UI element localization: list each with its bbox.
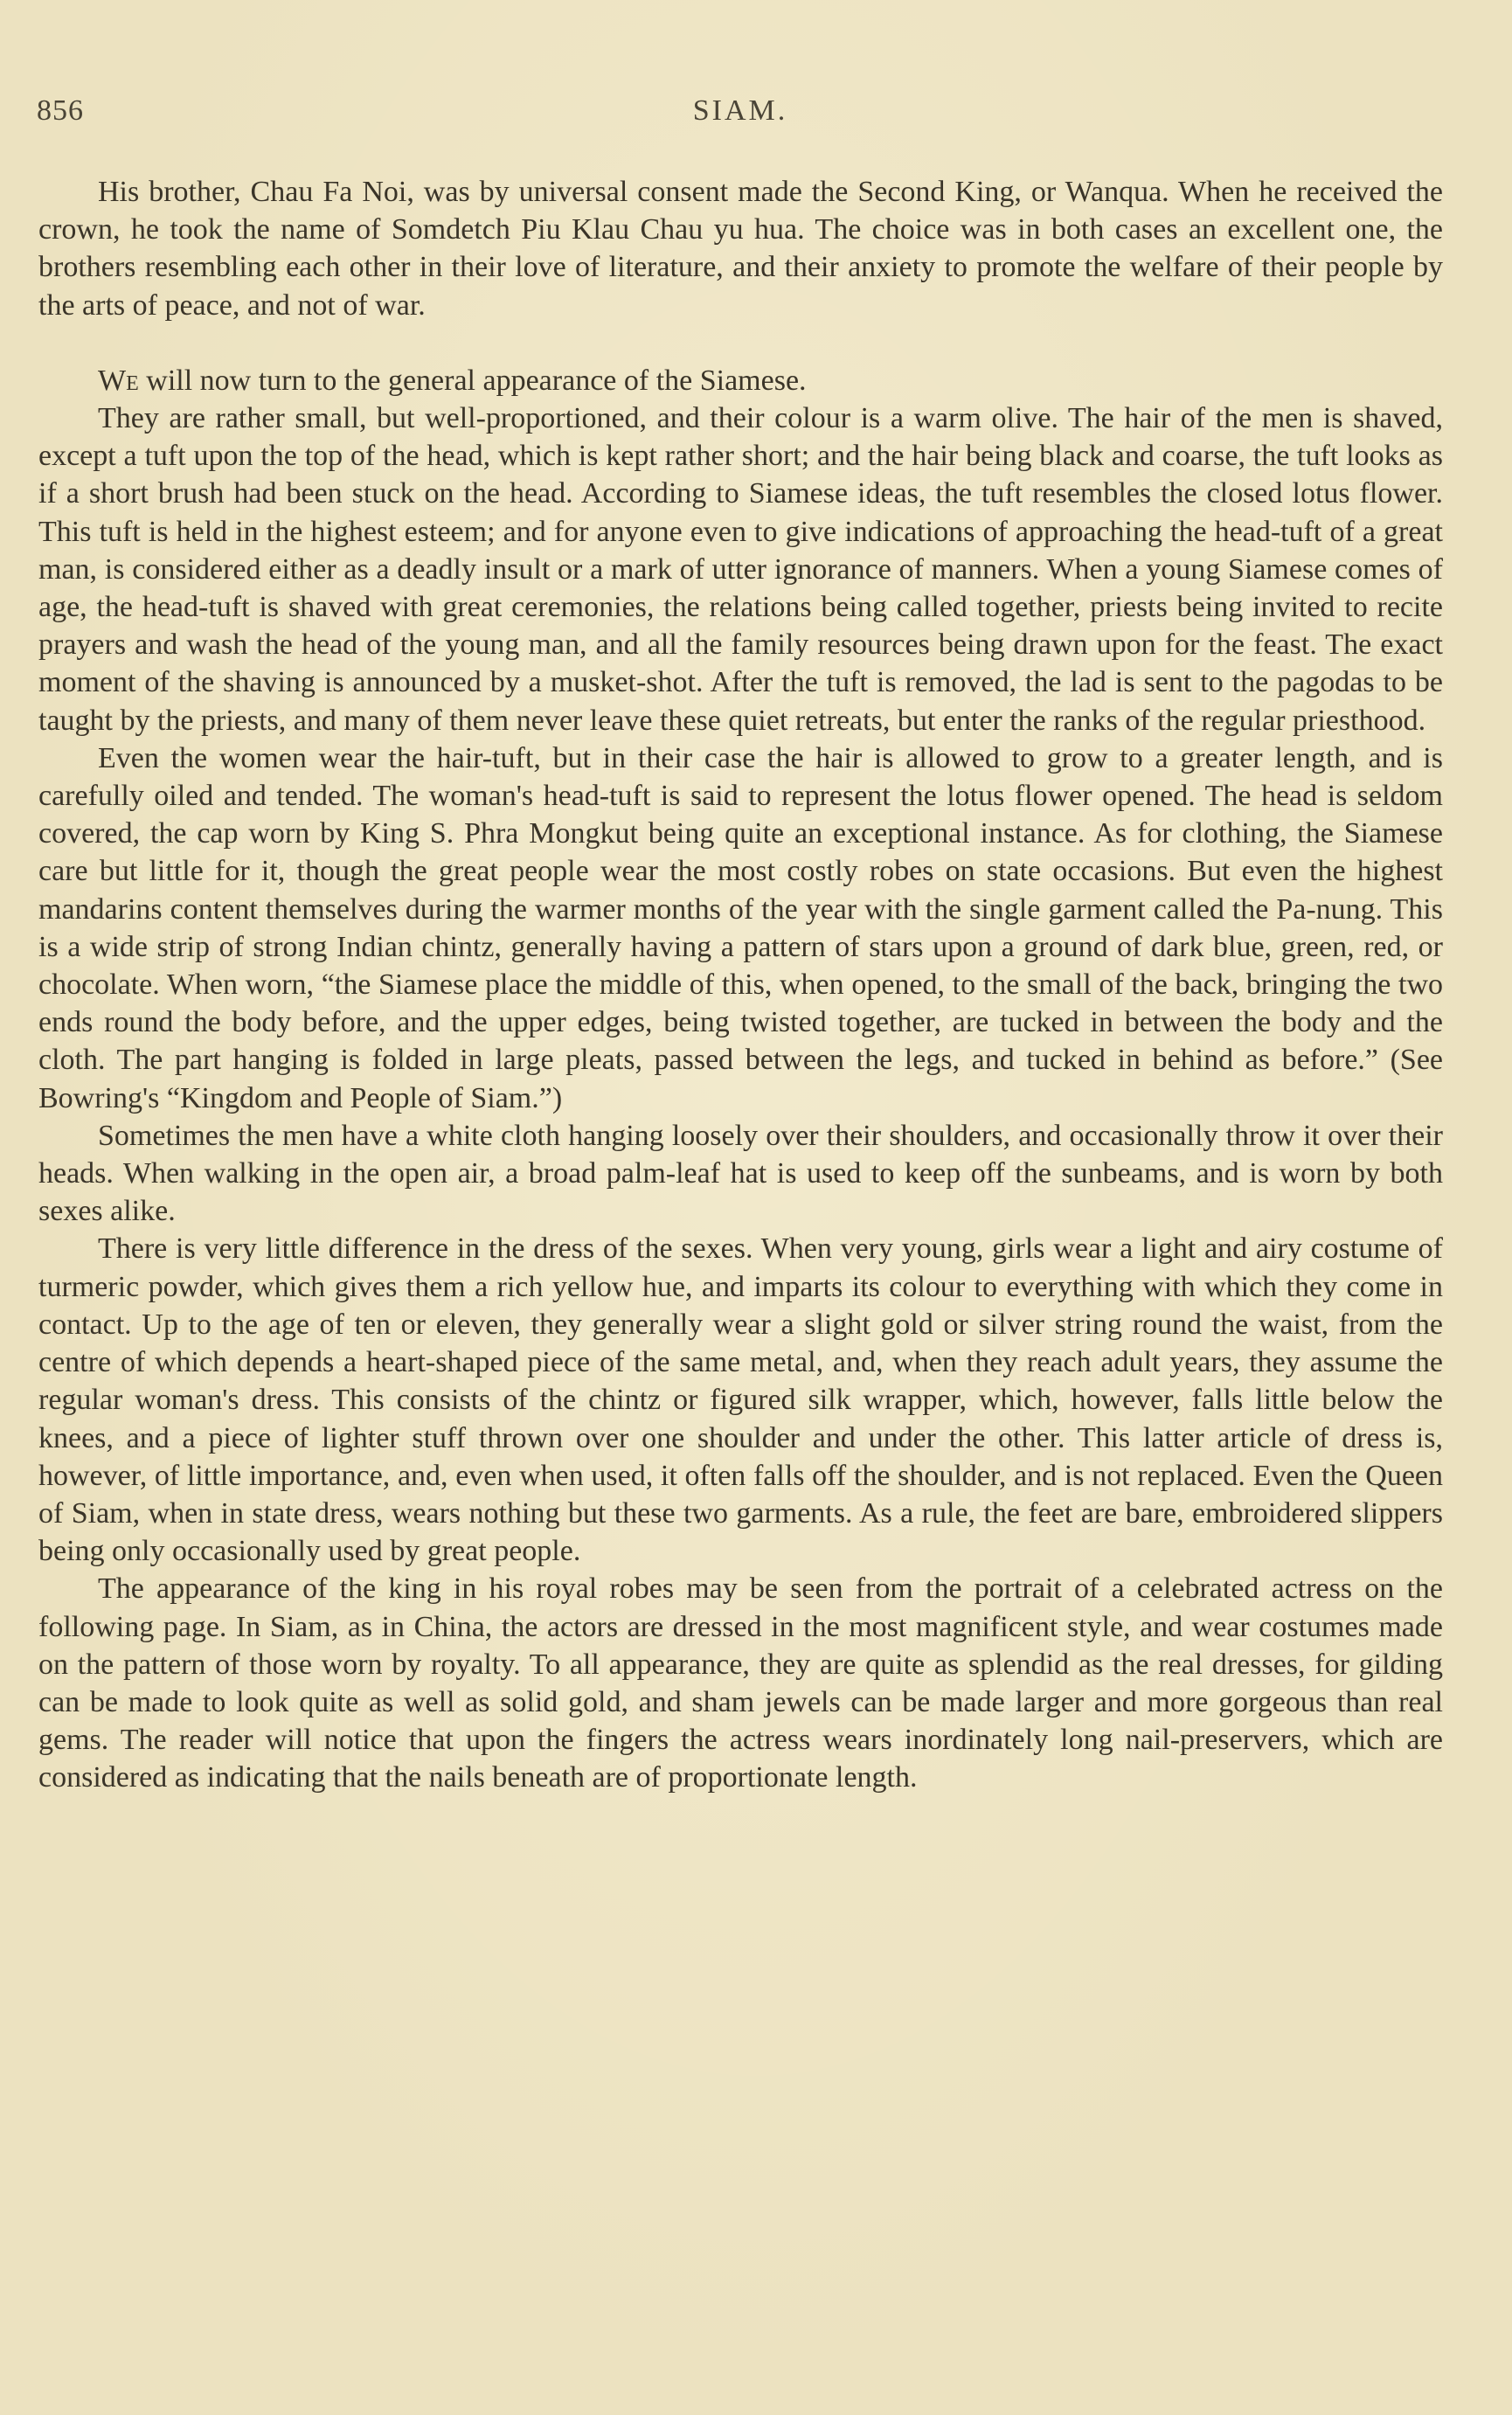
paragraph-text: There is very little difference in the dress of the sexes. When very young, girls wear a light and airy costume of turmeric powder, which gives them a rich yellow hue, and imparts its colour to everything with which they come in contact. Up to the age of ten or eleven, they generally wear a slight gold or silver string round the waist, from the centre of which depends a heart-shaped piece of the same metal, and, when they reach adult years, they assume the regular woman's dress. This consists of the chintz or figured silk wrapper, which, however, falls little below the knees, and a piece of lighter stuff thrown over one shoulder and under the other. This latter article of dress is, however, of little importance, and, even when used, it often falls off the shoulder, and is not replaced. Even the Queen of Siam, when in state dress, wears nothing but these two garments. As a rule, the feet are bare, embroidered slippers being only occasionally used by great people.: [38, 1232, 1443, 1568]
paragraph-text: will now turn to the general appearance of the Siamese.: [138, 364, 807, 397]
paragraph-text: Sometimes the men have a white cloth hanging loosely over their shoulders, and occasionally throw it over their heads. When walking in the open air, a broad palm-leaf hat is used to keep off the sunbeams, and is worn by both sexes alike.: [38, 1119, 1443, 1228]
paragraph-royal-robes: [38, 1570, 1443, 1796]
paragraph-lead-word: We: [98, 364, 139, 397]
paragraph-text: Even the women wear the hair-tuft, but in their case the hair is allowed to grow to a greater length, and is carefully oiled and tended. The woman's head-tuft is said to represent the lotus flower opened. The head is seldom covered, the cap worn by King S. Phra Mongkut being quite an exceptional instance. As for clothing, the Siamese care but little for it, though the great people wear the most costly robes on state occasions. But even the highest mandarins content themselves during the warmer months of the year with the single garment called the Pa-nung. This is a wide strip of strong Indian chintz, generally having a pattern of stars upon a ground of dark blue, green, red, or chocolate. When worn, “the Siamese place the middle of this, when opened, to the small of the back, bringing the two ends round the body before, and the upper edges, being twisted together, are tucked in between the body and the cloth. The part hanging is folded in large pleats, passed between the legs, and tucked in behind as before.” (See Bowring's “Kingdom and People of Siam.”): [38, 741, 1443, 1114]
paragraph-text: The appearance of the king in his royal robes may be seen from the portrait of a celebrated actress on the following page. In Siam, as in China, the actors are dressed in the most magnificent style, and wear costumes made on the pattern of those worn by royalty. To all appearance, they are quite as splendid as the real dresses, for gilding can be made to look quite as well as solid gold, and sham jewels can be made larger and more gorgeous than real gems. The reader will notice that upon the fingers the actress wears inordinately long nail-preservers, which are considered as indicating that the nails beneath are of proportionate length.: [38, 1572, 1443, 1794]
paragraph-white-cloth: [38, 1117, 1443, 1231]
paragraph-general-appearance-intro: [38, 362, 1443, 399]
section-break: [38, 324, 1443, 362]
paragraph-text: They are rather small, but well-proportioned, and their colour is a warm olive. The hair of the men is shaved, except a tuft upon the top of the head, which is kept rather short; and the hair being black and coarse, the tuft looks as if a short brush had been stuck on the head. According to Siamese ideas, the tuft resembles the closed lotus flower. This tuft is held in the highest esteem; and for anyone even to give indications of approaching the head-tuft of a great man, is considered either as a deadly insult or a mark of utter ignorance of manners. When a young Siamese comes of age, the head-tuft is shaved with great ceremonies, the relations being called together, priests being invited to recite prayers and wash the head of the young man, and all the family resources being drawn upon for the feast. The exact moment of the shaving is announced by a musket-shot. After the tuft is removed, the lad is sent to the pagodas to be taught by the priests, and many of them never leave these quiet retreats, but enter the ranks of the regular priesthood.: [38, 402, 1443, 737]
paragraph-text: His brother, Chau Fa Noi, was by universal consent made the Second King, or Wanqua. When he received the crown, he took the name of Somdetch Piu Klau Chau yu hua. The choice was in both cases an excellent one, the brothers resembling each other in their love of literature, and their anxiety to promote the welfare of their people by the arts of peace, and not of war.: [38, 176, 1443, 322]
paragraph-second-king: [38, 173, 1443, 324]
running-title: SIAM.: [692, 94, 788, 127]
page-number: 856: [37, 94, 84, 127]
paragraph-dress-of-sexes: [38, 1230, 1443, 1570]
paragraph-hair-tuft: [38, 399, 1443, 739]
body-text: [38, 173, 1443, 1797]
paragraph-women-clothing: [38, 739, 1443, 1117]
page-header: [37, 94, 1444, 138]
